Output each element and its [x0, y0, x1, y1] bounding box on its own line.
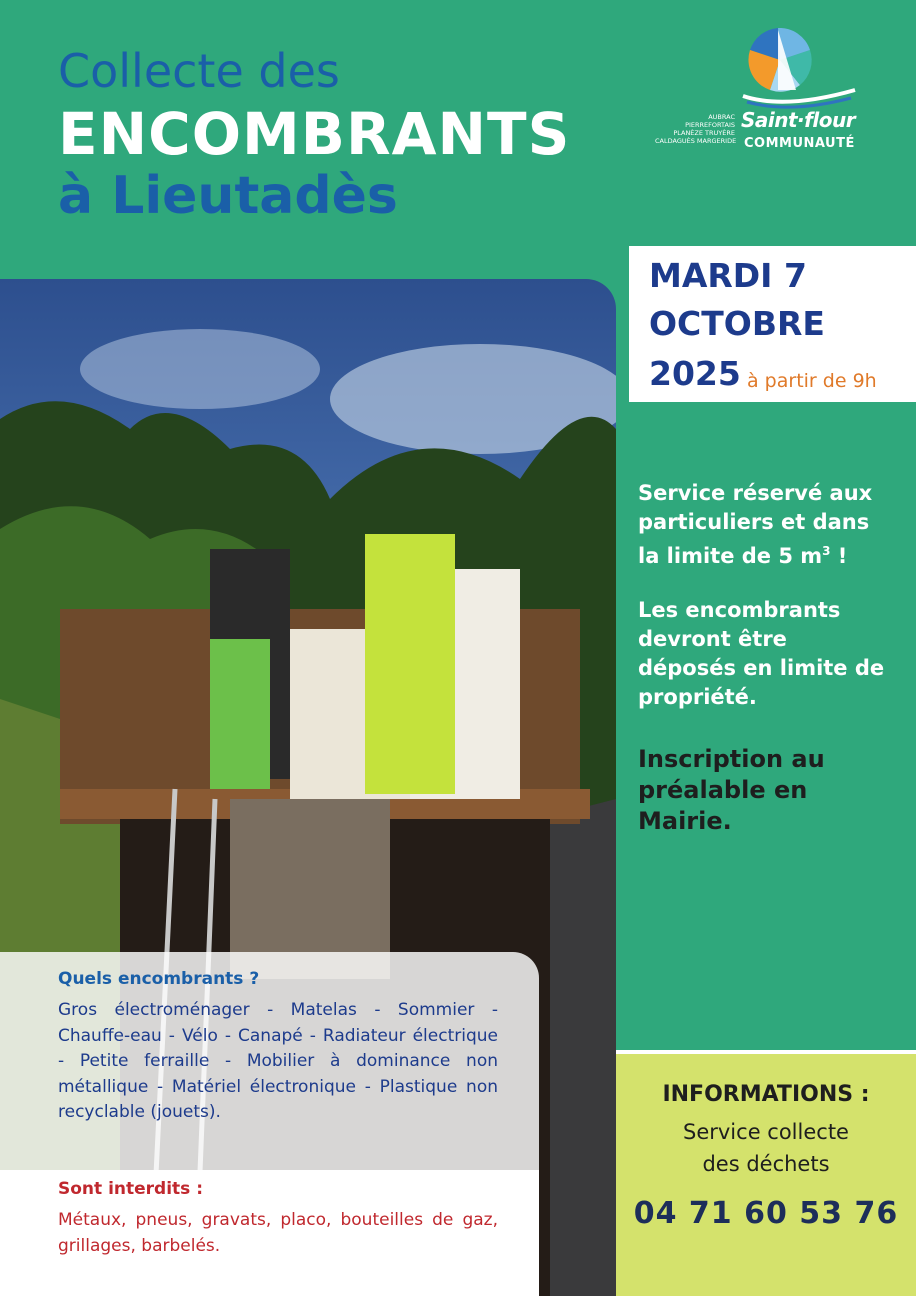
forbidden-heading: Sont interdits :: [58, 1179, 203, 1199]
contact-line-2: des déchets: [702, 1152, 830, 1176]
contact-title: INFORMATIONS :: [662, 1082, 870, 1107]
service-info: [638, 479, 908, 571]
logo-territory: AUBRAC: [708, 113, 735, 121]
date-box: [629, 246, 916, 402]
service-line: Service réservé aux: [638, 481, 873, 505]
forbidden-text: Métaux, pneus, gravats, placo, bouteilles de gaz, grillages, barbelés.: [58, 1210, 498, 1256]
service-limit-end: !: [830, 544, 848, 568]
logo-territory: CALDAGUÈS MARGERIDE: [655, 137, 737, 145]
deposit-line: propriété.: [638, 685, 757, 709]
service-limit-exponent: 3: [822, 544, 831, 558]
contact-phone[interactable]: 04 71 60 53 76: [633, 1196, 899, 1231]
inscription-line: Inscription au: [638, 745, 825, 773]
logo-subtitle: COMMUNAUTÉ: [744, 136, 855, 151]
deposit-line: devront être: [638, 627, 787, 651]
title-line-3: à Lieutadès: [58, 166, 398, 226]
allowed-heading: Quels encombrants ?: [58, 969, 260, 989]
cloud: [80, 329, 320, 409]
title-line-1: Collecte des: [58, 44, 340, 98]
contact-box: [616, 1054, 916, 1296]
title-line-2: ENCOMBRANTS: [58, 100, 571, 168]
logo-name: Saint·flour: [741, 108, 856, 132]
worker-1-legs: [210, 639, 270, 789]
date-time: à partir de 9h: [747, 370, 877, 392]
date-year: 2025: [649, 354, 741, 393]
worker-2: [365, 534, 455, 794]
deposit-line: Les encombrants: [638, 598, 841, 622]
logo-territory: PLANÈZE TRUYÈRE: [673, 129, 735, 137]
allowed-text: Gros électroménager - Matelas - Sommier - Chauffe-eau - Vélo - Canapé - Radiateur électrique - Petite ferraille - Mobilier à dominance non métallique - Matériel électronique - Plastique non recyclable (jouets).: [58, 1000, 498, 1122]
deposit-info: [638, 596, 908, 712]
service-line: particuliers et dans: [638, 510, 870, 534]
deposit-line: déposés en limite de: [638, 656, 885, 680]
service-limit: la limite de 5 m: [638, 544, 823, 568]
inscription-line: Mairie.: [638, 807, 732, 835]
date-month: OCTOBRE: [649, 304, 825, 343]
inscription-line: préalable en: [638, 776, 808, 804]
inscription-info: [638, 744, 908, 837]
logo-territory: PIERREFORTAIS: [685, 121, 735, 129]
contact-line-1: Service collecte: [683, 1120, 849, 1144]
service-line: [638, 537, 908, 571]
logo-territories: [655, 113, 735, 145]
date-day: MARDI 7: [649, 256, 807, 295]
